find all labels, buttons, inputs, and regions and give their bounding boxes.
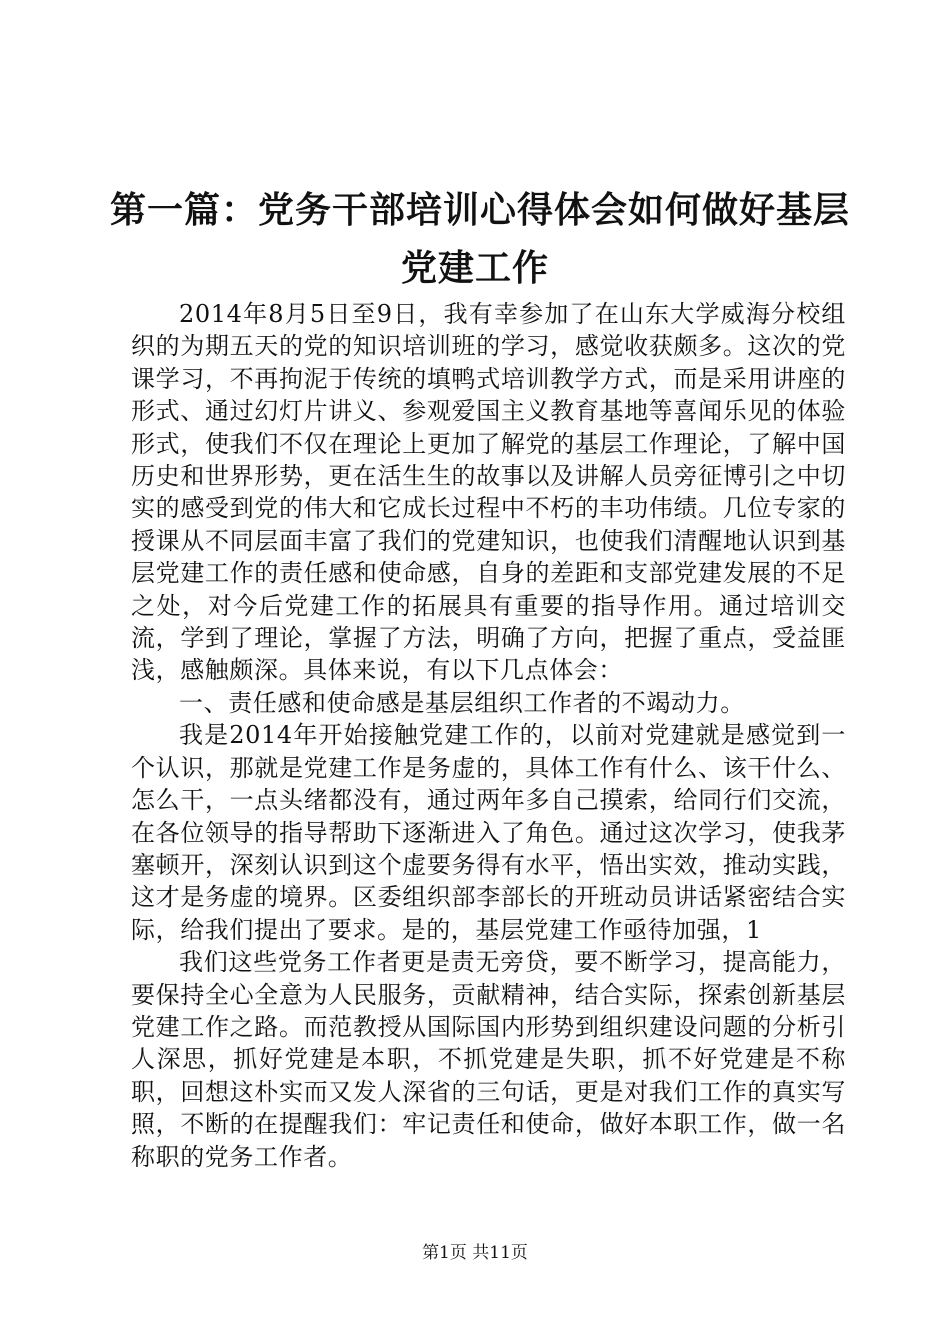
document-title-line-2: 党建工作 <box>400 247 549 289</box>
document-body <box>131 298 846 1173</box>
body-paragraph: 我们这些党务工作者更是责无旁贷，要不断学习，提高能力，要保持全心全意为人民服务，贡献精神，结合实际，探索创新基层党建工作之路。而范教授从国际国内形势到组织建设问题的分析引人深思，抓好党建是本职，不抓党建是失职，抓不好党建是不称职，回想这朴实而又发人深省的三句话，更是对我们工作的真实写照，不断的在提醒我们：牢记责任和使命，做好本职工作，做一名称职的党务工作者。 <box>131 948 846 1171</box>
document-title-line-1: 第一篇：党务干部培训心得体会如何做好基层 <box>110 189 851 231</box>
body-paragraph: 我是2014年开始接触党建工作的，以前对党建就是感觉到一个认识，那就是党建工作是务虚的，具体工作有什么、该干什么、怎么干，一点头绪都没有，通过两年多自己摸索，给同行们交流，在各位领导的指导帮助下逐渐进入了角色。通过这次学习，使我茅塞顿开，深刻认识到这个虚要务得有水平，悟出实效，推动实践，这才是务虚的境界。区委组织部李部长的开班动员讲话紧密结合实际，给我们提出了要求。是的，基层党建工作亟待加强，1 <box>131 721 846 944</box>
section-heading: 一、责任感和使命感是基层组织工作者的不竭动力。 <box>179 688 745 717</box>
body-paragraph: 2014年8月5日至9日，我有幸参加了在山东大学威海分校组织的为期五天的党的知识培训班的学习，感觉收获颇多。这次的党课学习，不再拘泥于传统的填鸭式培训教学方式，而是采用讲座的形式、通过幻灯片讲义、参观爱国主义教育基地等喜闻乐见的体验形式，使我们不仅在理论上更加了解党的基层工作理论，了解中国历史和世界形势，更在活生生的故事以及讲解人员旁征博引之中切实的感受到党的伟大和它成长过程中不朽的丰功伟绩。几位专家的授课从不同层面丰富了我们的党建知识，也使我们清醒地认识到基层党建工作的责任感和使命感，自身的差距和支部党建发展的不足之处，对今后党建工作的拓展具有重要的指导作用。通过培训交流，学到了理论，掌握了方法，明确了方向，把握了重点，受益匪浅，感触颇深。具体来说，有以下几点体会： <box>131 300 846 685</box>
page-footer: 第1页 共11页 <box>422 1243 528 1263</box>
